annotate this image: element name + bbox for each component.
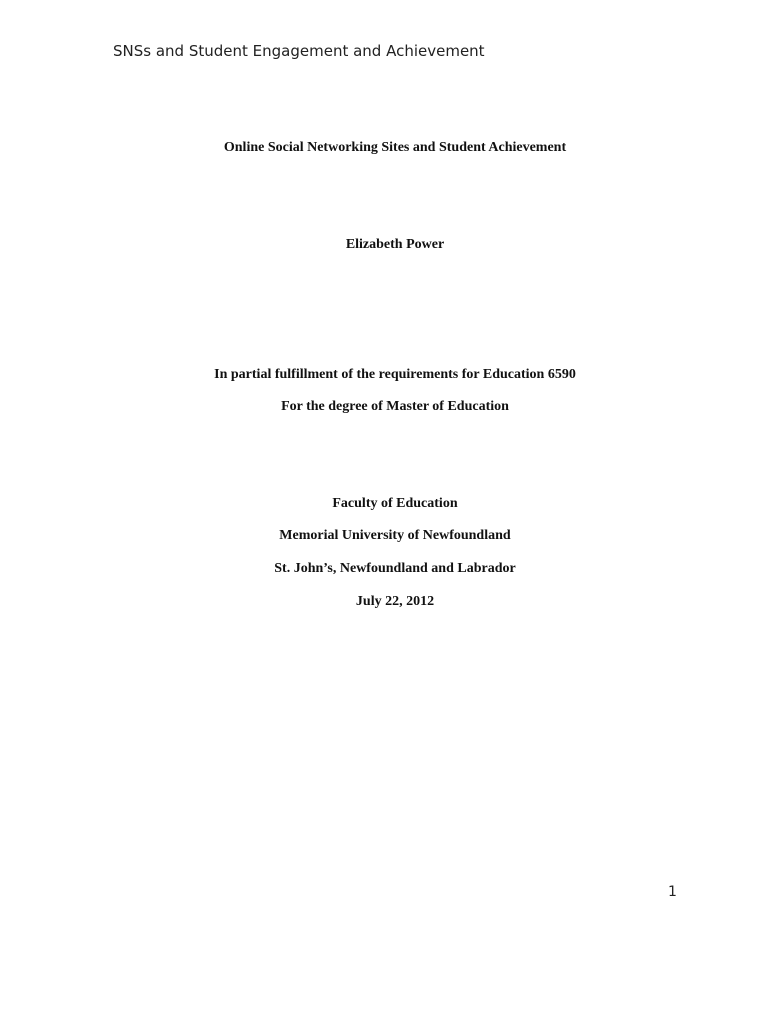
location-line: St. John’s, Newfoundland and Labrador: [274, 561, 516, 576]
university-name: Memorial University of Newfoundland: [279, 528, 511, 543]
paper-title: Online Social Networking Sites and Student Achievement: [223, 140, 567, 155]
page-number: 1: [668, 884, 677, 900]
degree-line: For the degree of Master of Education: [281, 399, 509, 414]
faculty-name: Faculty of Education: [332, 496, 458, 511]
author-name: Elizabeth Power: [345, 237, 445, 252]
running-head: SNSs and Student Engagement and Achievement: [113, 42, 485, 60]
date-line: July 22, 2012: [355, 594, 435, 609]
requirement-line: In partial fulfillment of the requirements for Education 6590: [214, 367, 576, 382]
